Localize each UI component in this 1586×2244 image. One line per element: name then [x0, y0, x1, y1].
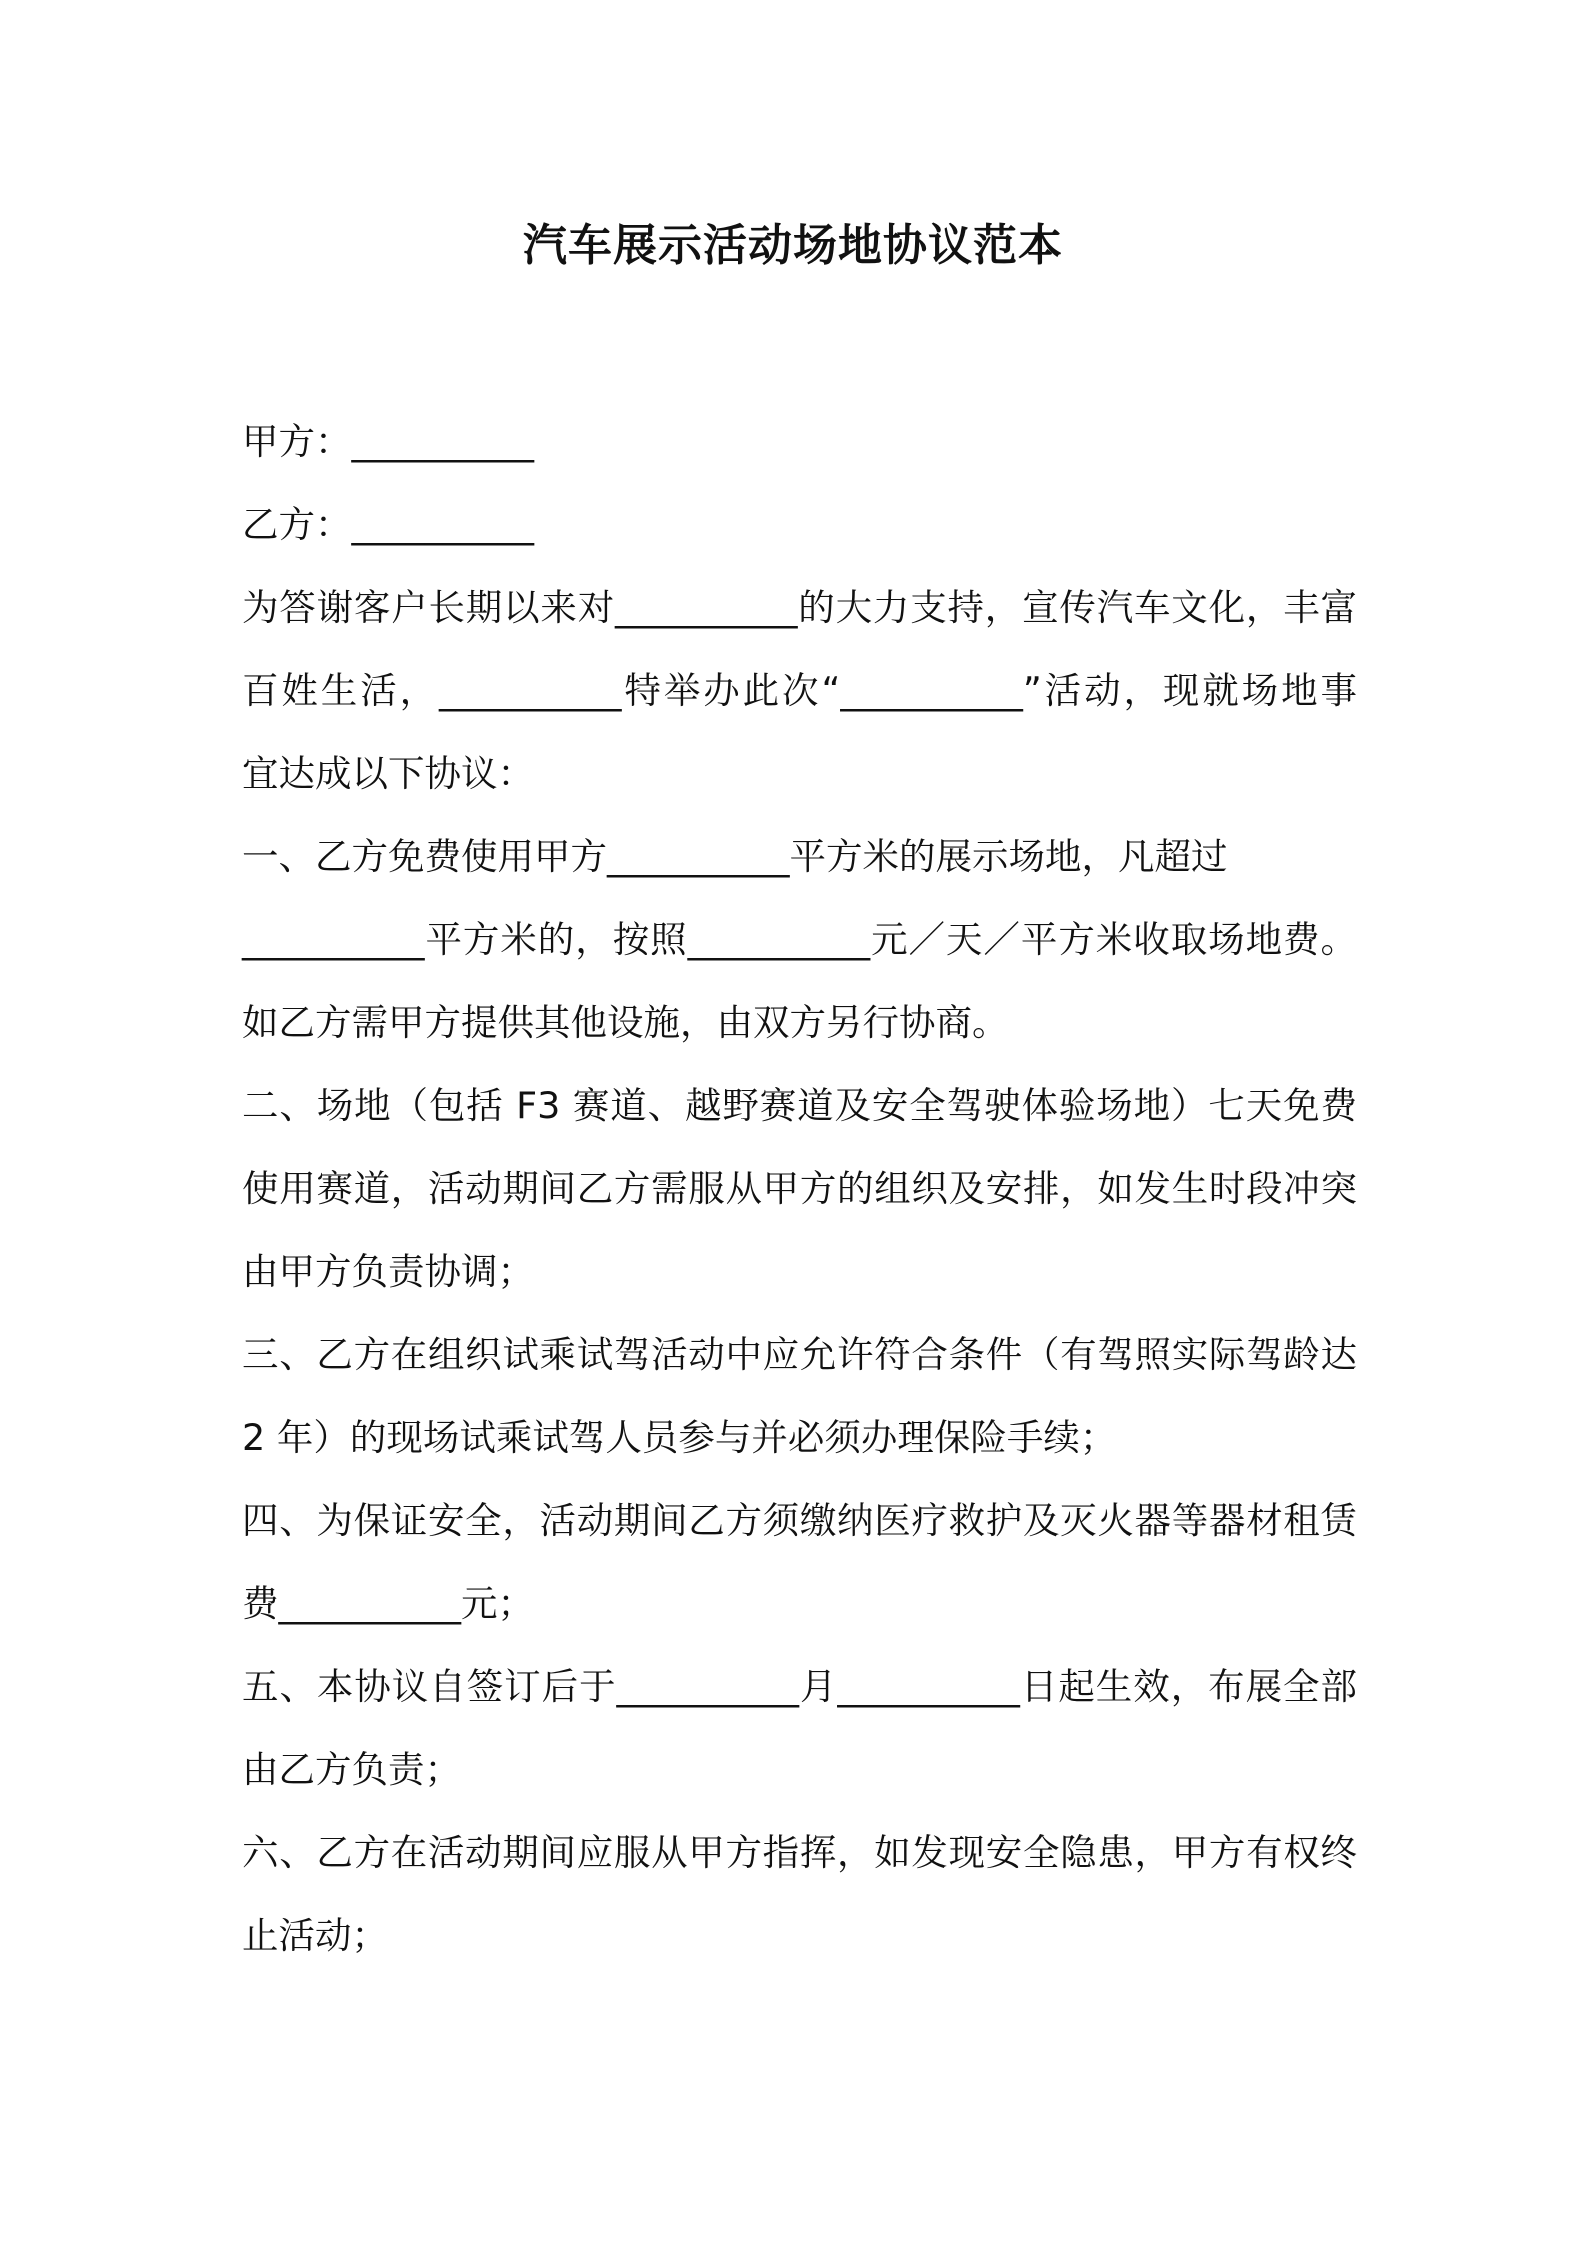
clause-2-line-3: 由甲方负责协调；	[242, 1250, 534, 1293]
clause-4-line-1: 四、为保证安全，活动期间乙方须缴纳医疗救护及灭火器等器材租赁	[242, 1499, 1357, 1542]
clause-3-line-1: 三、乙方在组织试乘试驾活动中应允许符合条件（有驾照实际驾龄达	[242, 1333, 1357, 1376]
clause-3-line-2: 2 年）的现场试乘试驾人员参与并必须办理保险手续；	[242, 1416, 1117, 1459]
clause-4-line-2: 费__________元；	[242, 1582, 534, 1625]
preamble-line-2: 百姓生活，__________特举办此次“__________”活动，现就场地事	[242, 669, 1357, 712]
clause-5-line-1: 五、本协议自签订后于__________月__________日起生效，布展全部	[242, 1665, 1357, 1708]
clause-2-line-2: 使用赛道，活动期间乙方需服从甲方的组织及安排，如发生时段冲突	[242, 1167, 1357, 1210]
preamble-line-1: 为答谢客户长期以来对__________的大力支持，宣传汽车文化，丰富	[242, 586, 1357, 629]
clause-5-line-2: 由乙方负责；	[242, 1748, 461, 1791]
document-body	[242, 400, 1357, 1977]
document-title: 汽车展示活动场地协议范本	[523, 220, 1063, 271]
party-a-line: 甲方：__________	[242, 420, 534, 463]
clause-1-line-3: 如乙方需甲方提供其他设施，由双方另行协商。	[242, 1001, 1009, 1044]
preamble-line-3: 宜达成以下协议：	[242, 752, 534, 795]
clause-1-line-1: 一、乙方免费使用甲方__________平方米的展示场地，凡超过	[242, 835, 1228, 878]
clause-2-line-1: 二、场地（包括 F3 赛道、越野赛道及安全驾驶体验场地）七天免费	[242, 1084, 1357, 1127]
clause-6-line-1: 六、乙方在活动期间应服从甲方指挥，如发现安全隐患，甲方有权终	[242, 1831, 1357, 1874]
clause-1-line-2: __________平方米的，按照__________元／天／平方米收取场地费。	[242, 918, 1357, 961]
party-b-line: 乙方：__________	[242, 503, 534, 546]
clause-6-line-2: 止活动；	[242, 1914, 388, 1957]
